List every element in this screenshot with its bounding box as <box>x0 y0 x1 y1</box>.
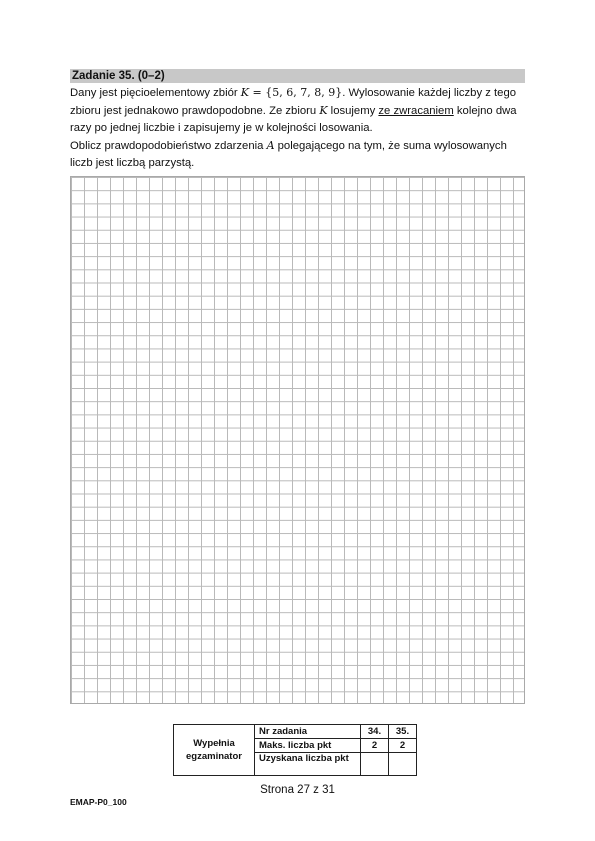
examiner-cell <box>174 725 255 776</box>
statement-text: losujemy <box>327 105 379 117</box>
math-set: = {5, 6, 7, 8, 9} <box>249 86 343 99</box>
statement-line-4 <box>70 137 530 155</box>
max-points-34: 2 <box>361 739 389 753</box>
row-label-task-number: Nr zadania <box>255 725 361 739</box>
math-variable: K <box>319 104 328 117</box>
exam-code: EMAP-P0_100 <box>70 797 127 807</box>
underlined-phrase: ze zwracaniem <box>378 105 454 117</box>
examiner-label-2: egzaminator <box>186 751 242 762</box>
statement-line-1 <box>70 84 530 102</box>
statement-text: . Wylosowanie każdej liczby z tego <box>342 87 517 99</box>
statement-text: polegającego na tym, że suma wylosowanych <box>274 140 507 152</box>
statement-text: kolejno dwa <box>453 105 517 117</box>
statement-line-3: razy po jednej liczbie i zapisujemy je w kolejności losowania. <box>70 122 373 134</box>
task-header <box>70 69 525 83</box>
task-statement <box>70 84 530 172</box>
row-label-earned-points: Uzyskana liczba pkt <box>255 753 361 776</box>
max-points-35: 2 <box>389 739 417 753</box>
earned-points-34[interactable] <box>361 753 389 776</box>
task-title: Zadanie 35. (0–2) <box>72 70 165 82</box>
statement-text: Dany jest pięcioelementowy zbiór <box>70 87 241 99</box>
statement-line-2 <box>70 102 530 120</box>
task-number-34: 34. <box>361 725 389 739</box>
score-table <box>173 724 417 776</box>
statement-text: Oblicz prawdopodobieństwo zdarzenia <box>70 140 267 152</box>
math-variable: K <box>240 86 250 99</box>
math-variable: A <box>266 139 275 152</box>
statement-text: zbioru jest jednakowo prawdopodobne. Ze zbioru <box>70 105 320 117</box>
statement-line-5: liczb jest liczbą parzystą. <box>70 157 195 169</box>
page-number: Strona 27 z 31 <box>260 784 335 796</box>
row-label-max-points: Maks. liczba pkt <box>255 739 361 753</box>
task-number-35: 35. <box>389 725 417 739</box>
examiner-label-1: Wypełnia <box>193 738 235 749</box>
answer-grid[interactable] <box>70 176 525 704</box>
earned-points-35[interactable] <box>389 753 417 776</box>
